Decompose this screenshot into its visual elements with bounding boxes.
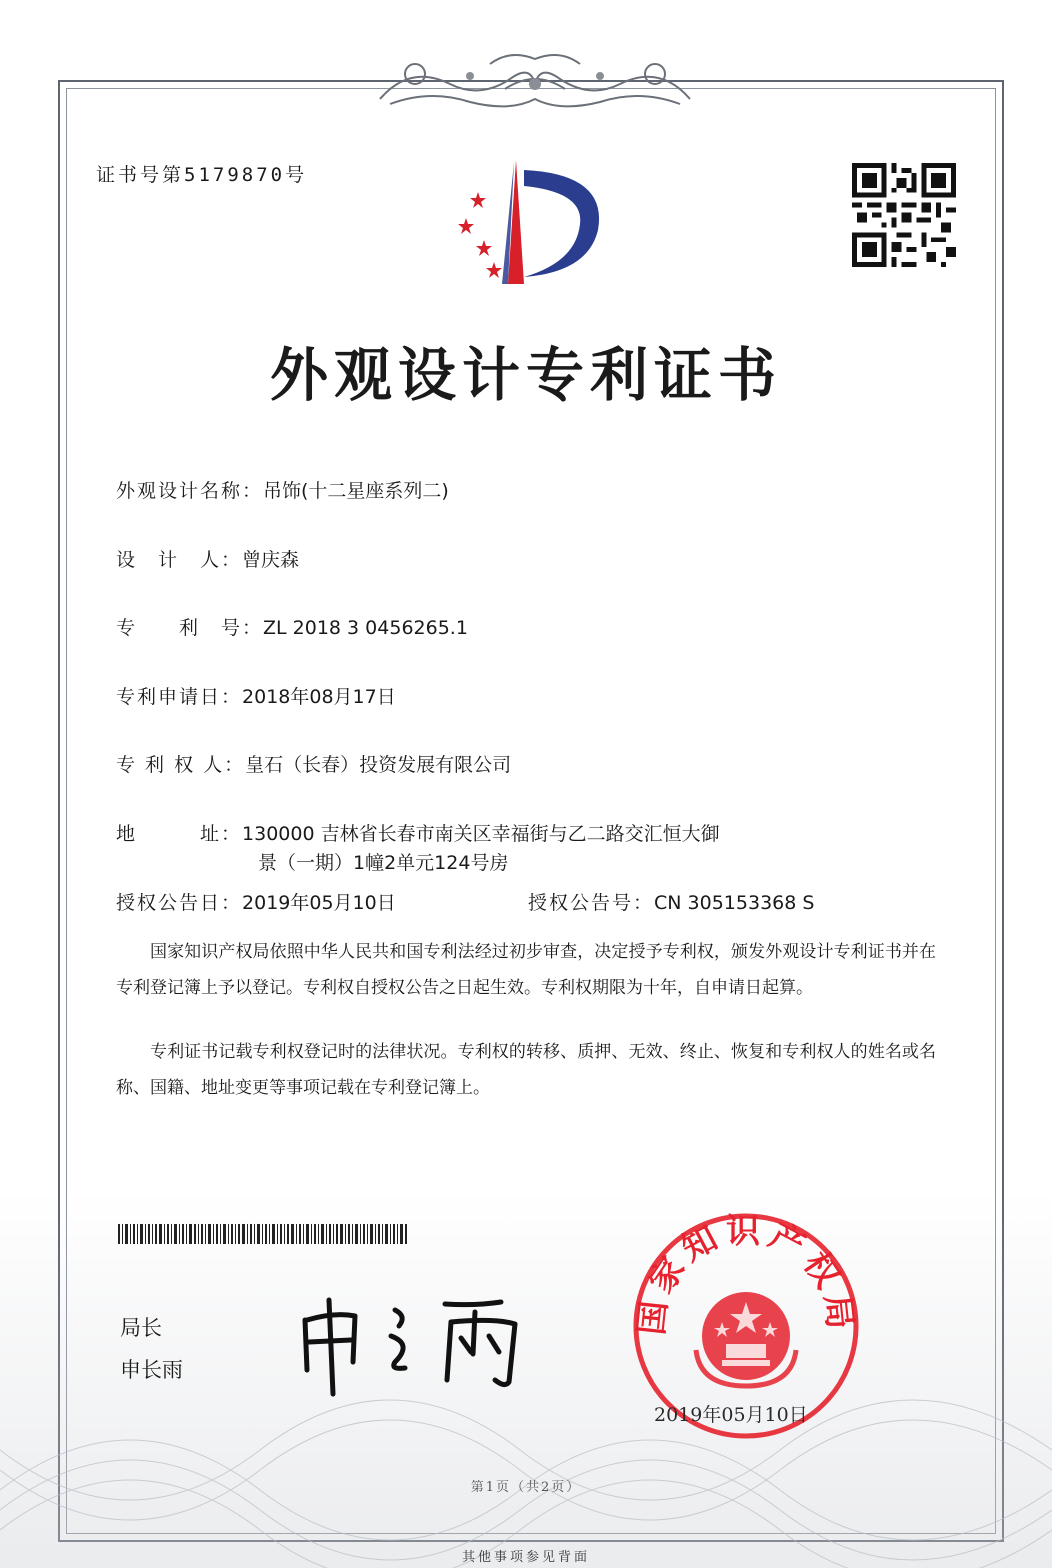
field-label: 专 利 号： xyxy=(116,617,264,639)
page-indicator: 第1页（共2页） xyxy=(470,1480,582,1495)
field-grant-date xyxy=(116,888,396,915)
field-label: 授权公告日： xyxy=(116,892,243,914)
qr-code xyxy=(852,160,956,270)
field-address xyxy=(116,819,720,846)
field-address-continued: 景（一期）1幢2单元124号房 xyxy=(258,852,509,874)
svg-text:国家知识产权局: 国家知识产权局 xyxy=(631,1211,861,1337)
barcode xyxy=(118,1224,408,1244)
field-label: 地 址： xyxy=(116,823,243,845)
field-value: 皇石（长春）投资发展有限公司 xyxy=(245,754,512,776)
field-label: 专 利 权 人： xyxy=(116,754,246,776)
certificate-number: 证书号第5179870号 xyxy=(96,164,308,186)
director-title: 局长 xyxy=(120,1316,162,1340)
field-filing-date xyxy=(116,682,396,709)
field-design-name xyxy=(116,476,449,503)
field-value: CN 305153368 S xyxy=(654,892,815,914)
field-value: 130000 吉林省长春市南关区幸福街与乙二路交汇恒大御 xyxy=(242,823,720,845)
field-label: 授权公告号： xyxy=(528,892,655,914)
seal-date: 2019年05月10日 xyxy=(654,1404,808,1426)
paragraph-legal-status: 专利证书记载专利权登记时的法律状况。专利权的转移、质押、无效、终止、恢复和专利权人的姓名或名称、国籍、地址变更等事项记载在专利登记簿上。 xyxy=(116,1042,936,1098)
field-value: 2018年08月17日 xyxy=(242,686,396,708)
field-value: 2019年05月10日 xyxy=(242,892,396,914)
director-signature xyxy=(295,1282,540,1402)
field-grant-no xyxy=(528,888,814,915)
certificate-title: 外观设计专利证书 xyxy=(269,341,782,409)
field-value: 吊饰(十二星座系列二) xyxy=(263,480,449,502)
field-label: 专利申请日： xyxy=(116,686,243,708)
paragraph-grant-statement: 国家知识产权局依照中华人民共和国专利法经过初步审查，决定授予专利权，颁发外观设计专利证书并在专利登记簿上予以登记。专利权自授权公告之日起生效。专利权期限为十年，自申请日起算。 xyxy=(116,942,936,998)
director-name: 申长雨 xyxy=(120,1358,183,1382)
field-value: 曾庆森 xyxy=(242,549,300,571)
top-ornament xyxy=(370,44,700,114)
footer-note: 其他事项参见背面 xyxy=(461,1550,590,1565)
cnipa-logo xyxy=(448,152,618,292)
field-label: 设 计 人： xyxy=(116,549,243,571)
field-designer xyxy=(116,545,299,572)
field-patent-no xyxy=(116,613,468,640)
field-value: ZL 2018 3 0456265.1 xyxy=(263,617,468,639)
field-patentee xyxy=(116,750,511,777)
field-label: 外观设计名称： xyxy=(116,480,264,502)
